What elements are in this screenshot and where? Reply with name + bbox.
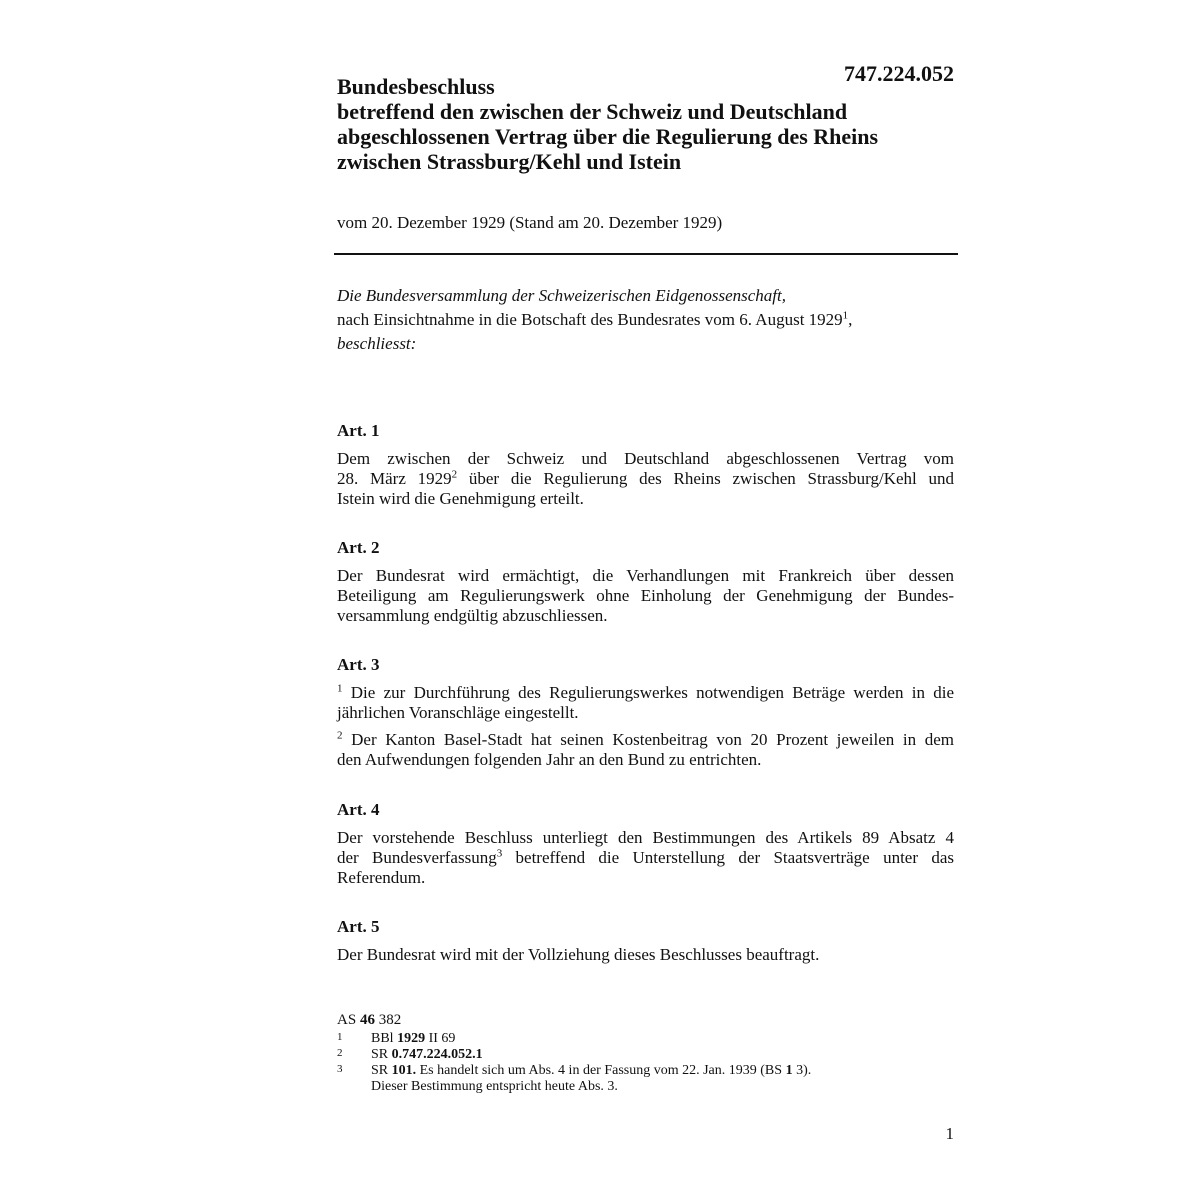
article-3-para-2-text: Der Kanton Basel-Stadt hat seinen Kostenbeitrag von 20 Prozent jeweilen in dem [342,730,954,749]
article-2-line-3: versammlung endgültig abzuschliessen. [337,606,608,625]
article-2-body [337,566,954,626]
footnote-3-bold: 101. [391,1063,417,1078]
article-4-heading: Art. 4 [337,800,380,819]
footnote-ref-3[interactable]: 3 [496,847,503,860]
footnote-1 [337,1031,954,1047]
article-2-heading: Art. 2 [337,538,380,557]
article-1-line-1: Dem zwischen der Schweiz und Deutschland abgeschlossenen Vertrag vom [337,449,954,468]
footnote-2-text-a: SR [371,1047,392,1062]
article-3-heading: Art. 3 [337,655,380,674]
article-5-heading: Art. 5 [337,917,380,936]
document-title [337,74,977,174]
footnotes [337,1011,954,1095]
article-3-para-1-line-1 [337,683,954,703]
footnote-3-text-c: 3). [792,1063,812,1078]
footnote-3-text-a: SR [371,1063,392,1078]
title-line-1: Bundesbeschluss [337,74,495,99]
footnote-3-text-b: Es handelt sich um Abs. 4 in der Fassung vom 22. Jan. 1939 (BS [416,1063,786,1078]
article-1-line-2-a: 28. März 1929 [337,469,452,488]
article-4-body [337,828,954,888]
footnote-ref-2[interactable]: 2 [451,468,458,481]
as-page: 382 [374,1012,402,1028]
article-5-body [337,945,954,965]
sr-number: 747.224.052 [844,61,954,86]
footnote-1-number: 1 [337,1031,343,1043]
title-line-3: abgeschlossenen Vertrag über die Regulierung des Rheins [337,124,879,149]
article-3-para-1-line-2: jährlichen Voranschläge eingestellt. [337,703,579,722]
article-2-line-1: Der Bundesrat wird ermächtigt, die Verhandlungen mit Frankreich über dessen [337,566,954,585]
paragraph-number-1: 1 [337,682,343,695]
page-number: 1 [945,1124,954,1143]
article-1-heading: Art. 1 [337,421,380,440]
footnote-1-text-a: BBl [371,1031,398,1046]
article-2-line-2: Beteiligung am Regulierungswerk ohne Einholung der Genehmigung der Bundes- [337,586,954,605]
footnote-1-bold: 1929 [397,1031,426,1046]
preamble-line-1: Die Bundesversammlung der Schweizerischen Eidgenossenschaft, [337,286,786,305]
article-3-para-1-text: Die zur Durchführung des Regulierungswerkes notwendigen Beträge werden in die [342,683,954,702]
article-4-line-2-a: der Bundesverfassung [337,848,497,867]
footnote-ref-1[interactable]: 1 [842,309,849,322]
article-2 [337,537,954,626]
preamble-line-2-end: , [848,310,853,329]
article-1-line-2-b: über die Regulierung des Rheins zwischen Strassburg/Kehl und [457,469,954,488]
article-1-line-3: Istein wird die Genehmigung erteilt. [337,489,584,508]
preamble-line-2-text: nach Einsichtnahme in die Botschaft des Bundesrates vom 6. August 1929 [337,310,843,329]
preamble-line-2 [337,308,957,332]
footnote-3-bold-2: 1 [785,1063,793,1078]
article-1-line-2 [337,469,954,489]
footnote-3-number: 3 [337,1063,343,1075]
article-5 [337,916,954,965]
as-volume: 46 [359,1012,375,1028]
footnote-1-text-b: II 69 [425,1031,456,1046]
footnote-3-continuation [337,1079,954,1095]
date-line: vom 20. Dezember 1929 (Stand am 20. Dezember 1929) [337,213,723,232]
title-line-4: zwischen Strassburg/Kehl und Istein [337,149,682,174]
article-4-line-2-b: betreffend die Unterstellung der Staatsverträge unter das [502,848,954,867]
as-reference [337,1011,954,1029]
article-5-line-1: Der Bundesrat wird mit der Vollziehung dieses Beschlusses beauftragt. [337,945,820,964]
footnote-2-number: 2 [337,1047,343,1059]
article-1-body [337,449,954,509]
paragraph-number-2: 2 [337,729,343,742]
header-divider [334,253,958,255]
preamble [337,284,957,356]
as-prefix: AS [337,1012,360,1028]
article-3-para-2-line-2: den Aufwendungen folgenden Jahr an den Bund zu entrichten. [337,750,762,769]
article-4-line-2 [337,848,954,868]
article-4 [337,799,954,888]
article-4-line-3: Referendum. [337,868,426,887]
title-line-2: betreffend den zwischen der Schweiz und Deutschland [337,99,848,124]
footnote-3 [337,1063,954,1079]
article-1 [337,420,954,509]
footnote-2-bold: 0.747.224.052.1 [391,1047,483,1062]
footnote-2 [337,1047,954,1063]
article-3-body [337,683,954,770]
article-3 [337,654,954,770]
article-4-line-1: Der vorstehende Beschluss unterliegt den Bestimmungen des Artikels 89 Absatz 4 [337,828,954,847]
article-3-para-2-line-1 [337,730,954,750]
footnote-3-line-2: Dieser Bestimmung entspricht heute Abs. 3. [371,1079,618,1094]
preamble-line-3: beschliesst: [337,334,417,353]
